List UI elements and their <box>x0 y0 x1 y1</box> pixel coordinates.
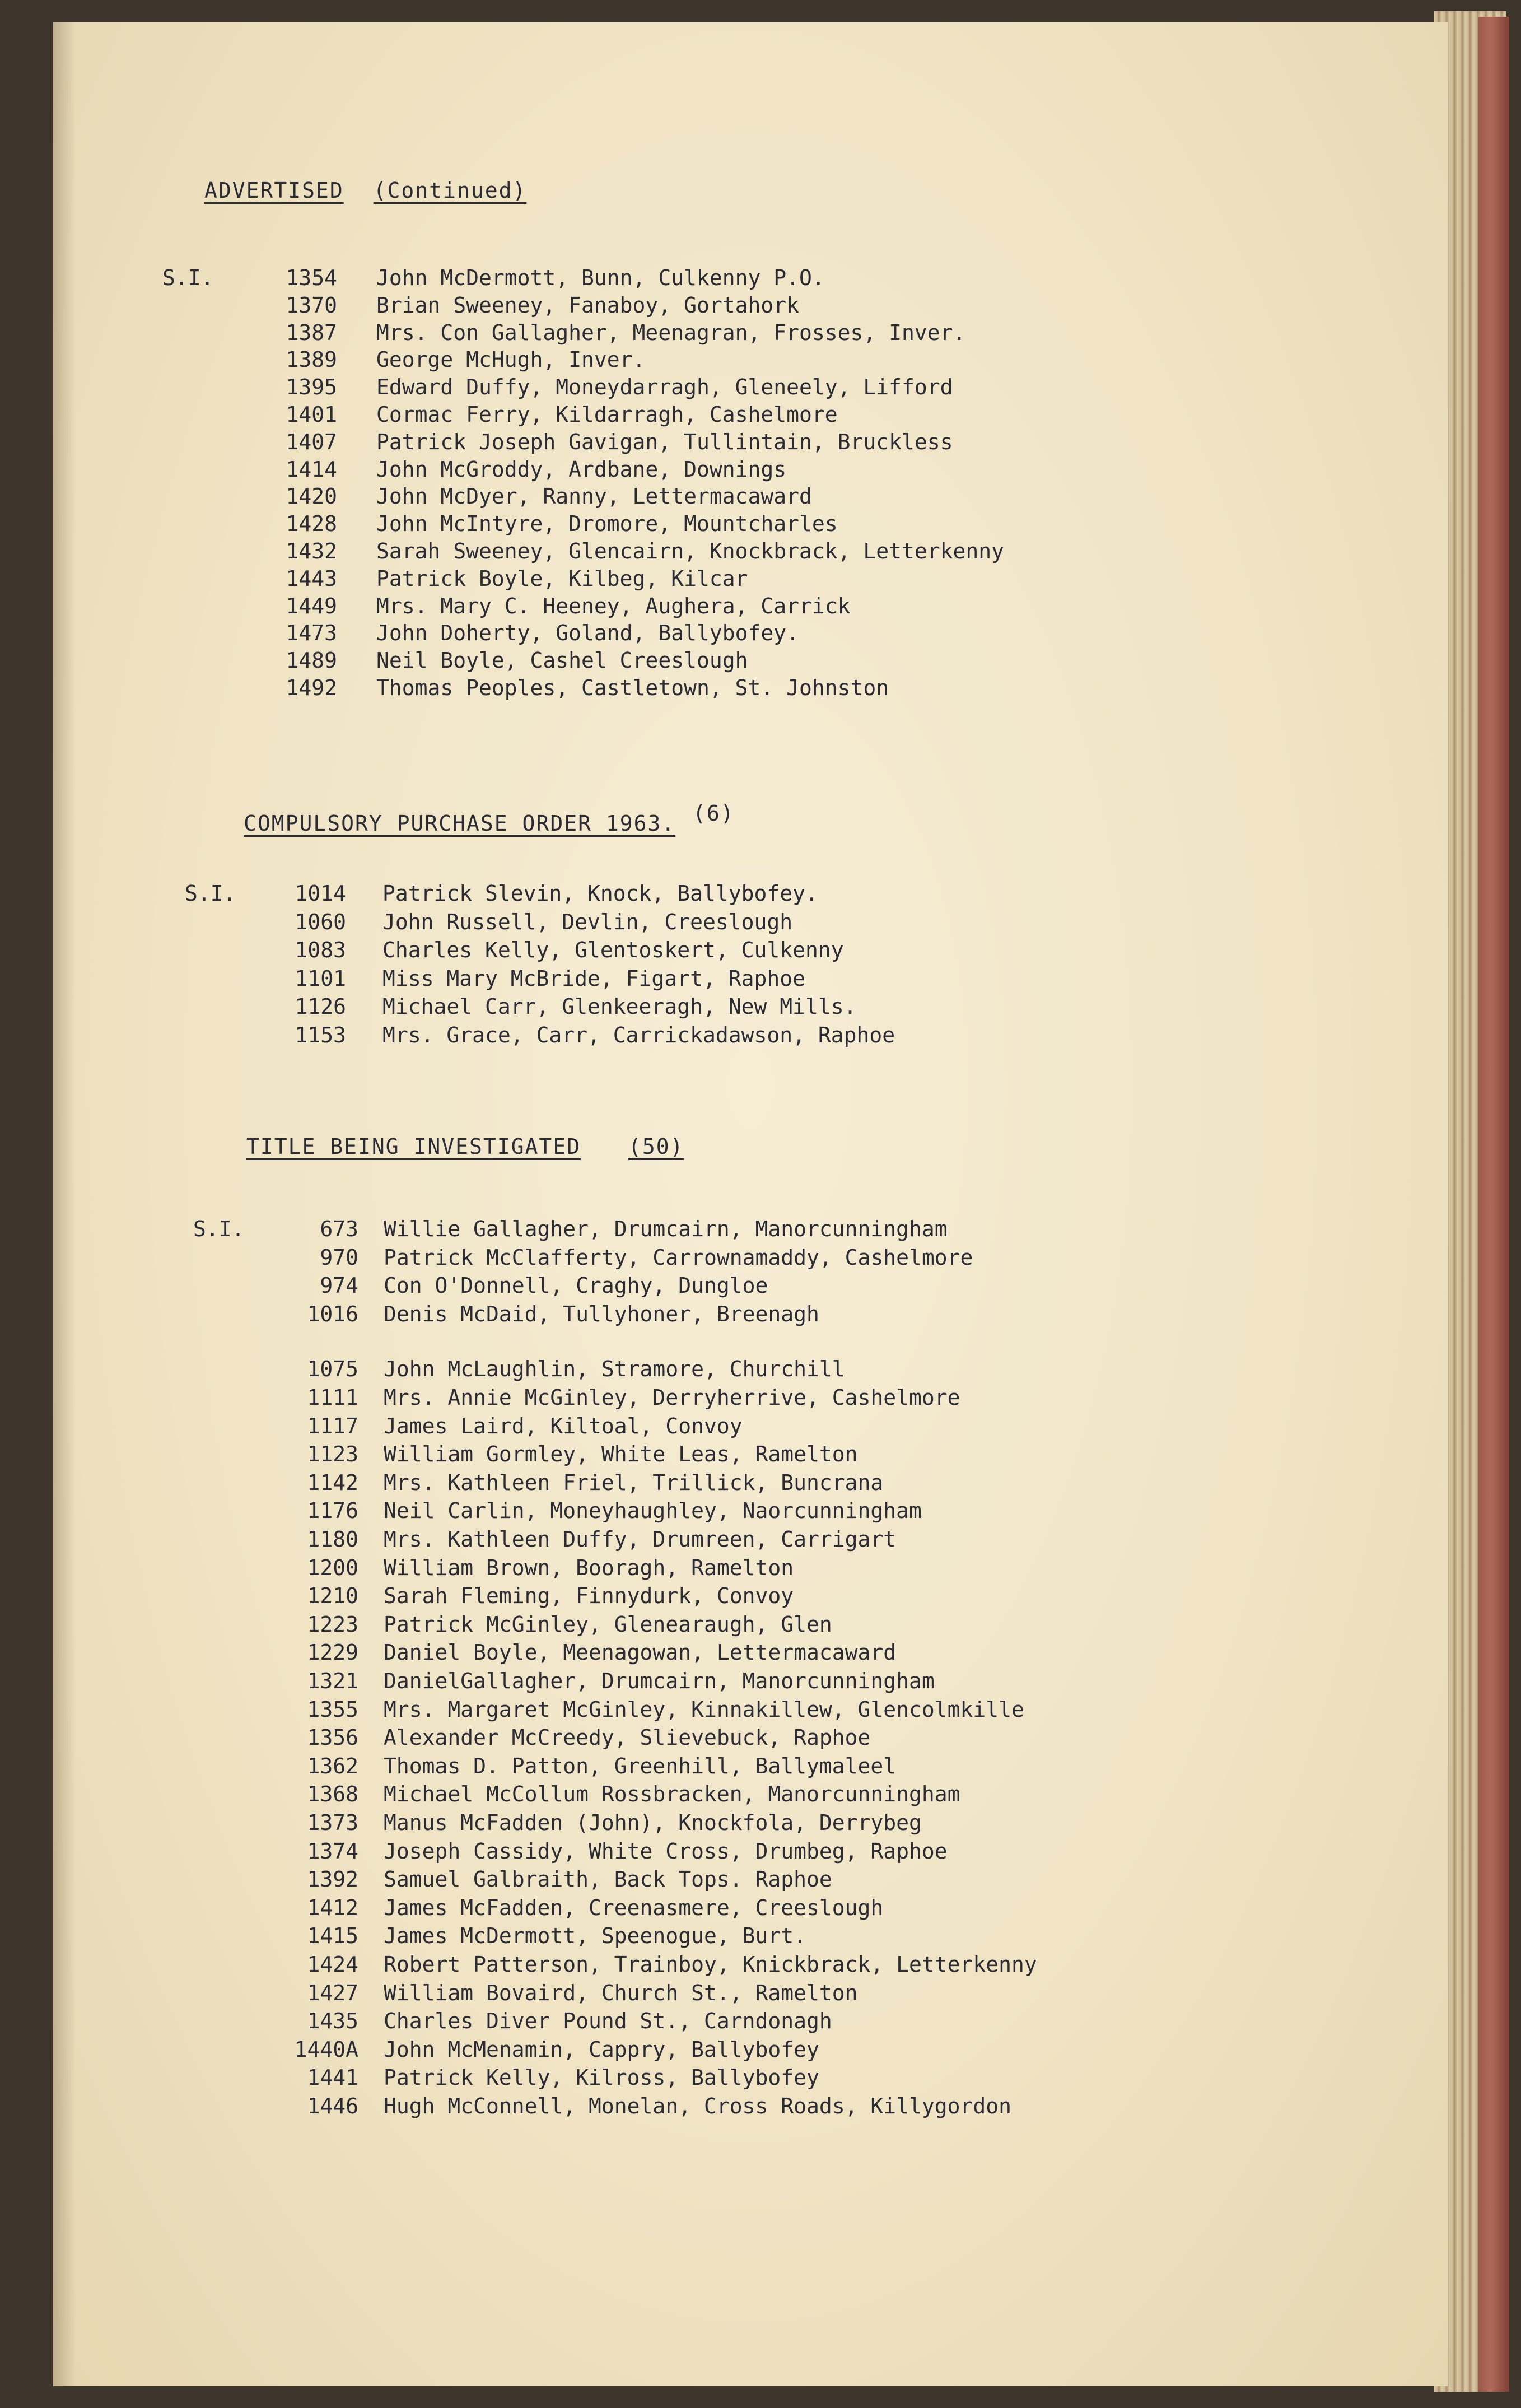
si-number: 1428 <box>286 511 337 537</box>
si-number: 1392 <box>307 1867 358 1892</box>
entry-name-address: Edward Duffy, Moneydarragh, Gleneely, Lifford <box>376 375 953 400</box>
entry-name-address: John McIntyre, Dromore, Mountcharles <box>376 511 838 537</box>
si-number: 1401 <box>286 402 337 427</box>
entry-name-address: Patrick Joseph Gavigan, Tullintain, Bruckless <box>376 429 953 454</box>
si-number: 1489 <box>286 648 337 673</box>
entry-name-address: Hugh McConnell, Monelan, Cross Roads, Killygordon <box>384 2094 1012 2118</box>
entry-name-address: Patrick Kelly, Kilross, Ballybofey <box>384 2065 819 2090</box>
entry-name-address: William Gormley, White Leas, Ramelton <box>384 1442 858 1467</box>
si-number: 1407 <box>286 429 337 454</box>
si-number: 1415 <box>307 1923 358 1949</box>
entry-name-address: James McFadden, Creenasmere, Creeslough <box>384 1895 884 1920</box>
entry-name-address: Miss Mary McBride, Figart, Raphoe <box>382 966 805 991</box>
section-heading <box>204 178 526 203</box>
si-number: 1126 <box>295 994 346 1019</box>
entry-name-address: John McGroddy, Ardbane, Downings <box>376 457 787 482</box>
entry-name-address: Michael McCollum Rossbracken, Manorcunningham <box>384 1782 960 1807</box>
si-number: 1229 <box>307 1640 358 1665</box>
si-number: 1414 <box>286 457 337 482</box>
si-number: 1180 <box>307 1527 358 1552</box>
entry-name-address: Neil Carlin, Moneyhaughley, Naorcunningham <box>384 1498 922 1524</box>
si-number: 1355 <box>307 1697 358 1722</box>
si-prefix: S.I. <box>162 266 214 290</box>
si-number: 1420 <box>286 484 337 509</box>
entry-name-address: Daniel Boyle, Meenagowan, Lettermacaward <box>384 1640 897 1665</box>
entry-name-address: William Bovaird, Church St., Ramelton <box>384 1980 858 2005</box>
si-number: 1101 <box>295 966 346 991</box>
entry-name-address: Michael Carr, Glenkeeragh, New Mills. <box>382 994 857 1019</box>
si-number: 1223 <box>307 1611 358 1637</box>
entry-name-address: Patrick McGinley, Glenearaugh, Glen <box>384 1611 832 1637</box>
si-number: 1153 <box>295 1022 346 1047</box>
si-number: 1446 <box>307 2094 358 2118</box>
si-number: 1389 <box>286 347 337 372</box>
book-cover-edge <box>1478 17 1509 2392</box>
si-number: 1435 <box>307 2009 358 2034</box>
si-number: 1354 <box>286 266 337 290</box>
entry-name-address: Alexander McCreedy, Slievebuck, Raphoe <box>384 1725 871 1750</box>
entry-name-address: Patrick Boyle, Kilbeg, Kilcar <box>376 566 748 591</box>
si-number: 1412 <box>307 1895 358 1920</box>
entry-name-address: John McMenamin, Cappry, Ballybofey <box>384 2037 819 2062</box>
si-number: 1387 <box>286 320 337 345</box>
si-number: 1370 <box>286 292 337 318</box>
entry-name-address: Thomas D. Patton, Greenhill, Ballymaleel <box>384 1753 897 1778</box>
si-number: 974 <box>320 1273 358 1298</box>
entry-name-address: Denis McDaid, Tullyhoner, Breenagh <box>384 1301 819 1326</box>
si-number: 1111 <box>307 1385 358 1410</box>
entry-name-address: John McLaughlin, Stramore, Churchill <box>384 1357 845 1382</box>
section-count: (Continued) <box>373 178 527 203</box>
entry-name-address: Mrs. Mary C. Heeney, Aughera, Carrick <box>376 593 851 618</box>
si-number: 970 <box>320 1245 358 1270</box>
si-number: 673 <box>320 1217 358 1241</box>
si-number: 1368 <box>307 1782 358 1807</box>
entry-name-address: Manus McFadden (John), Knockfola, Derrybeg <box>384 1810 922 1835</box>
section-title: ADVERTISED <box>204 178 344 203</box>
si-number: 1016 <box>307 1301 358 1326</box>
entry-name-address: Mrs. Kathleen Friel, Trillick, Buncrana <box>384 1470 884 1495</box>
entry-name-address: Sarah Sweeney, Glencairn, Knockbrack, Letterkenny <box>376 539 1005 563</box>
si-prefix: S.I. <box>185 881 236 906</box>
entry-name-address: Patrick McClafferty, Carrownamaddy, Cashelmore <box>384 1245 973 1270</box>
si-number: 1123 <box>307 1442 358 1467</box>
si-number: 1449 <box>286 593 337 618</box>
si-number: 1142 <box>307 1470 358 1495</box>
si-number: 1395 <box>286 375 337 400</box>
entry-name-address: Mrs. Con Gallagher, Meenagran, Frosses, Inver. <box>376 320 966 345</box>
si-number: 1374 <box>307 1838 358 1864</box>
si-number: 1014 <box>295 881 346 906</box>
entry-name-address: James McDermott, Speenogue, Burt. <box>384 1923 806 1949</box>
si-number: 1210 <box>307 1583 358 1609</box>
si-prefix: S.I. <box>193 1217 245 1241</box>
entry-name-address: Samuel Galbraith, Back Tops. Raphoe <box>384 1867 832 1892</box>
si-number: 1432 <box>286 539 337 563</box>
entry-name-address: John Doherty, Goland, Ballybofey. <box>376 621 799 646</box>
entry-name-address: George McHugh, Inver. <box>376 347 646 372</box>
section-title: TITLE BEING INVESTIGATED <box>246 1134 581 1159</box>
entry-name-address: Thomas Peoples, Castletown, St. Johnston <box>376 676 889 700</box>
entry-name-address: Charles Diver Pound St., Carndonagh <box>384 2009 832 2034</box>
si-number: 1060 <box>295 909 346 934</box>
si-number: 1440A <box>294 2037 358 2062</box>
si-number: 1321 <box>307 1669 358 1693</box>
section-count: (50) <box>628 1134 684 1159</box>
si-number: 1473 <box>286 621 337 646</box>
si-number: 1443 <box>286 566 337 591</box>
si-number: 1075 <box>307 1357 358 1382</box>
si-number: 1117 <box>307 1413 358 1438</box>
entry-name-address: Robert Patterson, Trainboy, Knickbrack, Letterkenny <box>384 1952 1037 1977</box>
si-number: 1200 <box>307 1555 358 1580</box>
si-number: 1373 <box>307 1810 358 1835</box>
si-number: 1427 <box>307 1980 358 2005</box>
entry-name-address: Cormac Ferry, Kildarragh, Cashelmore <box>376 402 838 427</box>
entry-name-address: Willie Gallagher, Drumcairn, Manorcunningham <box>384 1217 948 1241</box>
entry-name-address: Charles Kelly, Glentoskert, Culkenny <box>382 938 844 962</box>
entry-name-address: John Russell, Devlin, Creeslough <box>382 909 793 934</box>
entry-name-address: Brian Sweeney, Fanaboy, Gortahork <box>376 292 799 318</box>
section-count: (6) <box>693 801 735 826</box>
entry-name-address: Sarah Fleming, Finnydurk, Convoy <box>384 1583 794 1609</box>
si-number: 1424 <box>307 1952 358 1977</box>
entry-name-address: Neil Boyle, Cashel Creeslough <box>376 648 748 673</box>
entry-name-address: Con O'Donnell, Craghy, Dungloe <box>384 1273 768 1298</box>
si-number: 1176 <box>307 1498 358 1524</box>
entry-name-address: William Brown, Booragh, Ramelton <box>384 1555 794 1580</box>
entry-name-address: Patrick Slevin, Knock, Ballybofey. <box>382 881 818 906</box>
entry-name-address: James Laird, Kiltoal, Convoy <box>384 1413 743 1438</box>
section-heading <box>244 801 735 836</box>
section-title: COMPULSORY PURCHASE ORDER 1963. <box>244 811 676 836</box>
si-number: 1362 <box>307 1753 358 1778</box>
entry-name-address: Mrs. Kathleen Duffy, Drumreen, Carrigart <box>384 1527 897 1552</box>
entry-name-address: DanielGallagher, Drumcairn, Manorcunningham <box>384 1669 935 1693</box>
entry-name-address: Mrs. Annie McGinley, Derryherrive, Cashelmore <box>384 1385 960 1410</box>
si-number: 1492 <box>286 676 337 700</box>
entry-name-address: John McDyer, Ranny, Lettermacaward <box>376 484 812 509</box>
si-number: 1083 <box>295 938 346 962</box>
entry-name-address: Mrs. Grace, Carr, Carrickadawson, Raphoe <box>382 1022 895 1047</box>
entry-name-address: Joseph Cassidy, White Cross, Drumbeg, Raphoe <box>384 1838 948 1864</box>
entry-name-address: Mrs. Margaret McGinley, Kinnakillew, Glencolmkille <box>384 1697 1024 1722</box>
binding-shadow <box>53 22 76 2386</box>
si-number: 1441 <box>307 2065 358 2090</box>
si-number: 1356 <box>307 1725 358 1750</box>
section-heading <box>246 1134 684 1159</box>
entry-name-address: John McDermott, Bunn, Culkenny P.O. <box>376 266 825 290</box>
